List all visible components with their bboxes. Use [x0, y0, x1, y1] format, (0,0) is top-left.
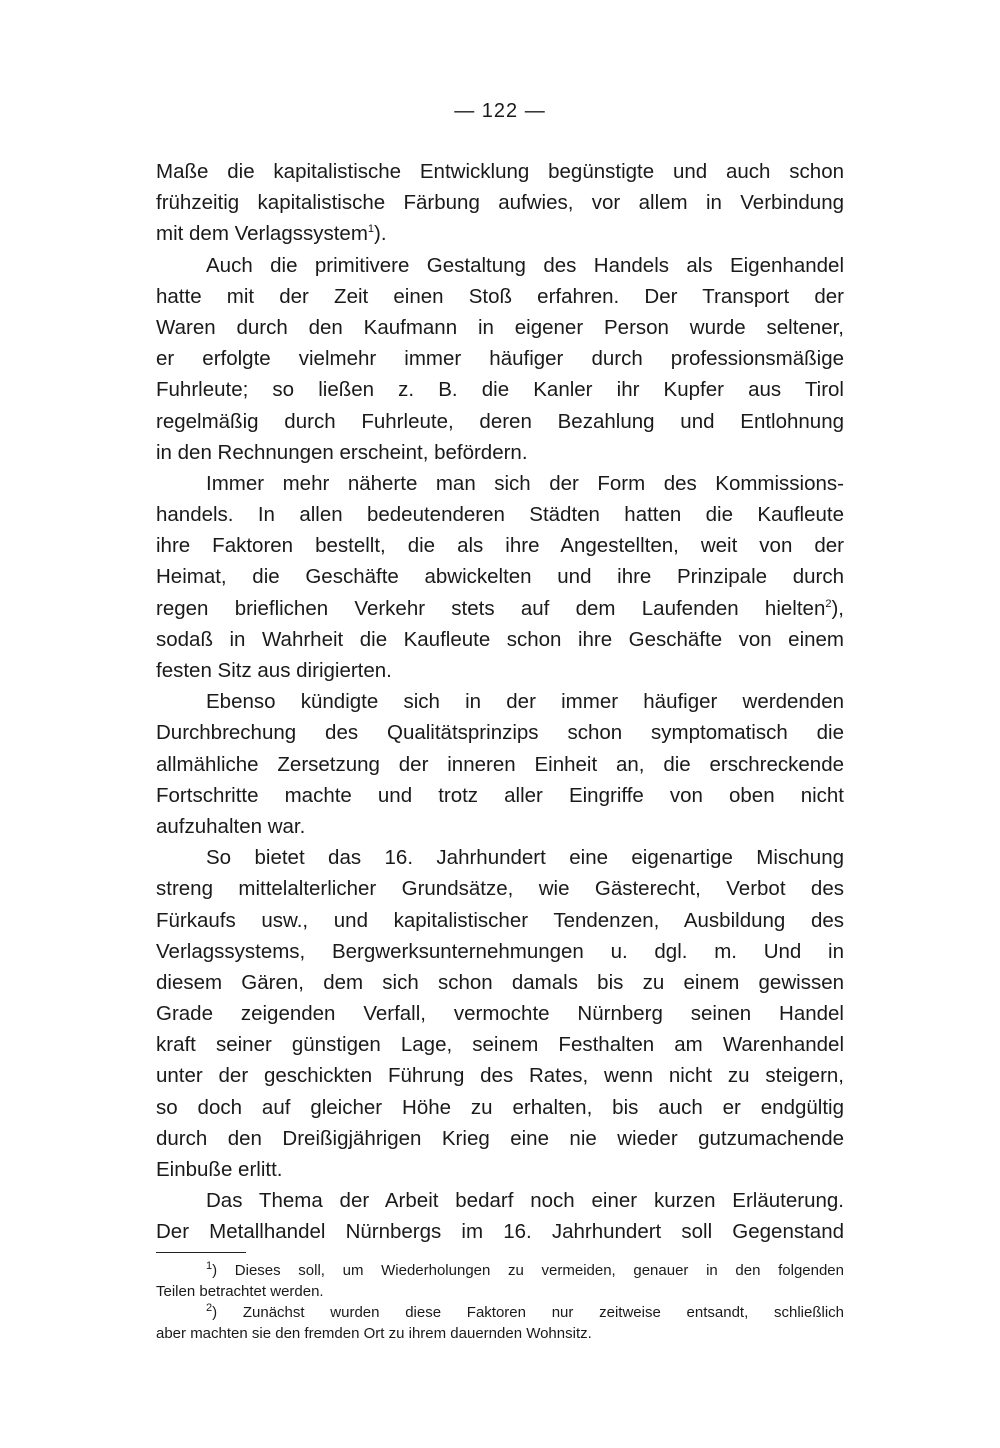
text-line: Heimat, die Geschäfte abwickelten und ihre Prinzipale durch	[156, 565, 844, 589]
text-line-punct: ),	[831, 596, 844, 620]
text-line: Fortschritte machte und trotz aller Eingriffe von oben nicht	[156, 783, 844, 807]
text-line: streng mittelalterlicher Grundsätze, wie Gästerecht, Verbot des	[156, 877, 844, 901]
text-line: Grade zeigenden Verfall, vermochte Nürnberg seinen Handel	[156, 1002, 844, 1026]
text-line-content: regen brieflichen Verkehr stets auf dem Laufenden hielten	[156, 596, 826, 620]
body-text	[156, 156, 844, 1248]
text-line: er erfolgte vielmehr immer häufiger durch professionsmäßige	[156, 347, 844, 371]
text-line: in den Rechnungen erscheint, befördern.	[156, 440, 528, 464]
footnote-marker: 2	[206, 1302, 213, 1314]
text-line: Fürkaufs usw., und kapitalistischer Tendenzen, Ausbildung des	[156, 908, 844, 932]
footnote-text: ) Zunächst wurden diese Faktoren nur zeitweise entsandt, schließlich	[212, 1304, 844, 1321]
footnote-reference: 1	[367, 223, 375, 236]
text-line: aufzuhalten war.	[156, 814, 306, 838]
text-line: Maße die kapitalistische Entwicklung begünstigte und auch schon	[156, 160, 844, 183]
text-line: Der Metallhandel Nürnbergs im 16. Jahrhundert soll Gegenstand	[156, 1220, 844, 1244]
text-line: Auch die primitivere Gestaltung des Handels als Eigenhandel	[206, 253, 844, 277]
text-line: Waren durch den Kaufmann in eigener Person wurde seltener,	[156, 315, 844, 339]
footnote-2-continued: aber machten sie den fremden Ort zu ihrem dauernden Wohnsitz.	[156, 1325, 592, 1342]
text-line: ihre Faktoren bestellt, die als ihre Angestellten, weit von der	[156, 534, 844, 558]
page-number: — 122 —	[454, 100, 546, 122]
text-line: unter der geschickten Führung des Rates, wenn nicht zu steigern,	[156, 1064, 844, 1088]
footnote-2	[156, 1302, 844, 1323]
text-line: diesem Gären, dem sich schon damals bis zu einem gewissen	[156, 970, 844, 994]
text-line-content: mit dem Verlagssystem	[156, 222, 368, 246]
text-line: durch den Dreißigjährigen Krieg eine nie wieder gutzumachende	[156, 1126, 844, 1150]
footnote-marker: 1	[206, 1260, 213, 1272]
text-line: Fuhrleute; so ließen z. B. die Kanler ihr Kupfer aus Tirol	[156, 378, 844, 402]
text-line: Das Thema der Arbeit bedarf noch einer kurzen Erläuterung.	[206, 1189, 844, 1213]
text-line: Einbuße erlitt.	[156, 1158, 283, 1181]
footnote-divider	[156, 1252, 246, 1253]
text-line: hatte mit der Zeit einen Stoß erfahren. Der Transport der	[156, 284, 844, 308]
text-line	[156, 593, 844, 624]
footnote-reference: 2	[825, 597, 832, 610]
text-line: frühzeitig kapitalistische Färbung aufwies, vor allem in Verbindung	[156, 191, 844, 215]
text-line: festen Sitz aus dirigierten.	[156, 659, 392, 682]
footnotes	[156, 1260, 844, 1344]
footnote-1-continued: Teilen betrachtet werden.	[156, 1283, 324, 1300]
text-line: Immer mehr näherte man sich der Form des Kommissions-	[206, 471, 844, 495]
text-line: sodaß in Wahrheit die Kaufleute schon ihre Geschäfte von einem	[156, 627, 844, 651]
text-line: Verlagssystems, Bergwerksunternehmungen u. dgl. m. Und in	[156, 939, 844, 963]
text-line: Durchbrechung des Qualitätsprinzips schon symptomatisch die	[156, 721, 844, 745]
text-line: So bietet das 16. Jahrhundert eine eigenartige Mischung	[206, 846, 844, 870]
text-line: Ebenso kündigte sich in der immer häufiger werdenden	[206, 690, 844, 714]
text-line	[156, 218, 844, 249]
text-line: so doch auf gleicher Höhe zu erhalten, bis auch er endgültig	[156, 1095, 844, 1119]
text-line: allmähliche Zersetzung der inneren Einheit an, die erschreckende	[156, 752, 844, 776]
footnote-text: ) Dieses soll, um Wiederholungen zu vermeiden, genauer in den folgenden	[212, 1262, 844, 1279]
text-line: kraft seiner günstigen Lage, seinem Festhalten am Warenhandel	[156, 1033, 844, 1057]
text-line: handels. In allen bedeutenderen Städten hatten die Kaufleute	[156, 503, 844, 527]
text-line: regelmäßig durch Fuhrleute, deren Bezahlung und Entlohnung	[156, 409, 844, 433]
footnote-1	[156, 1260, 844, 1281]
text-line-punct: ).	[374, 222, 387, 246]
